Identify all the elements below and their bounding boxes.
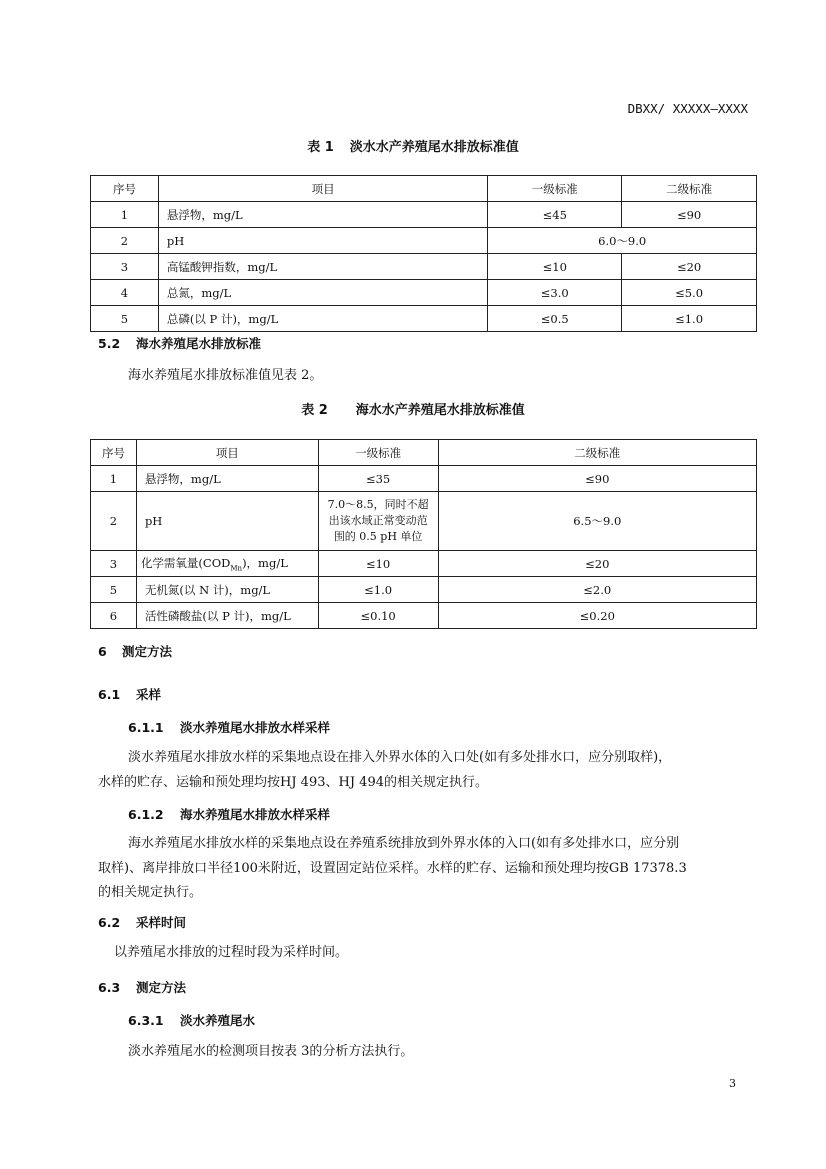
cell-level1: ≤45 [488, 202, 622, 228]
cell-item: 总磷(以 P 计)，mg/L [158, 306, 487, 332]
section-6-2-text: 以养殖尾水排放的过程时段为采样时间。 [114, 945, 349, 960]
table-row [91, 492, 757, 551]
table-row [91, 228, 757, 254]
cell-level2: ≤0.20 [438, 603, 756, 629]
cell-level1 [318, 492, 438, 551]
cell-level1: ≤1.0 [318, 577, 438, 603]
cell-level2: ≤20 [622, 254, 757, 280]
paragraph-line: 海水养殖尾水排放水样的采集地点设在养殖系统排放到外界水体的入口(如有多处排水口，应分别 [128, 836, 680, 851]
section-title: 海水养殖尾水排放标准 [136, 336, 262, 351]
cell-no: 2 [91, 492, 137, 551]
section-number: 6.1.2 [128, 807, 164, 822]
document-code: DBXX/ XXXXX—XXXX [627, 101, 748, 116]
cell-line: 围的 0.5 pH 单位 [333, 530, 423, 543]
cell-level2: ≤1.0 [622, 306, 757, 332]
section-6-1-1-body [98, 746, 758, 795]
cell-item-pre: 化学需氧量(COD [140, 555, 231, 570]
cell-item: 无机氮(以 N 计)，mg/L [136, 577, 318, 603]
cell-level2: ≤90 [622, 202, 757, 228]
section-6-2-heading [98, 913, 186, 931]
table2-caption-number: 表 2 [301, 403, 328, 418]
cell-no: 1 [91, 202, 159, 228]
section-number: 6.1 [98, 687, 121, 702]
table1-header-level2: 二级标准 [622, 176, 757, 202]
cell-item: 悬浮物，mg/L [158, 202, 487, 228]
table1-caption-text: 淡水水产养殖尾水排放标准值 [349, 140, 519, 155]
cell-level2: ≤5.0 [622, 280, 757, 306]
section-title: 淡水养殖尾水排放水样采样 [180, 720, 331, 735]
section-6-1-heading [98, 685, 161, 703]
cell-level1: ≤35 [318, 466, 438, 492]
section-title: 淡水养殖尾水 [180, 1013, 256, 1028]
section-6-1-2-heading [128, 805, 330, 823]
cell-level1: ≤0.10 [318, 603, 438, 629]
cell-no: 5 [91, 306, 159, 332]
cell-no: 4 [91, 280, 159, 306]
table-row [91, 254, 757, 280]
table1-caption-number: 表 1 [307, 140, 334, 155]
table1-header-no: 序号 [91, 176, 159, 202]
table-row [91, 202, 757, 228]
section-number: 6.3 [98, 980, 121, 995]
cell-item: 总氮，mg/L [158, 280, 487, 306]
table1-header-item: 项目 [158, 176, 487, 202]
table2-header-row [91, 440, 757, 466]
paragraph-line: 的相关规定执行。 [98, 885, 203, 900]
paragraph-line: 取样)、离岸排放口半径100米附近，设置固定站位采样。水样的贮存、运输和预处理均按GB 17378.3 [98, 860, 687, 876]
cell-item: pH [158, 228, 487, 254]
section-title: 采样 [136, 687, 162, 702]
section-title: 海水养殖尾水排放水样采样 [180, 807, 331, 822]
cell-item: 高锰酸钾指数，mg/L [158, 254, 487, 280]
section-6-3-1-text: 淡水养殖尾水的检测项目按表 3的分析方法执行。 [128, 1044, 414, 1059]
table2-header-no: 序号 [91, 440, 137, 466]
cell-item: pH [136, 492, 318, 551]
table1-header-level1: 一级标准 [488, 176, 622, 202]
cell-level1: ≤3.0 [488, 280, 622, 306]
section-6-1-1-heading [128, 718, 330, 736]
cell-merged-level: 6.0～9.0 [488, 228, 757, 254]
cell-no: 5 [91, 577, 137, 603]
table-row [91, 280, 757, 306]
cell-no: 2 [91, 228, 159, 254]
section-6-1-2-body [98, 832, 758, 906]
table1 [90, 175, 757, 332]
cell-level2: ≤2.0 [438, 577, 756, 603]
cell-line: 出该水域正常变动范 [328, 514, 428, 527]
table1-header-row [91, 176, 757, 202]
section-6-3-heading [98, 978, 186, 996]
table-row [91, 466, 757, 492]
cell-level2: ≤20 [438, 551, 756, 577]
table2-header-item: 项目 [136, 440, 318, 466]
cell-no: 1 [91, 466, 137, 492]
cell-item: 活性磷酸盐(以 P 计)，mg/L [136, 603, 318, 629]
section-number: 6 [98, 644, 107, 659]
page-number: 3 [729, 1077, 736, 1090]
cell-level2: 6.5～9.0 [438, 492, 756, 551]
cell-level2: ≤90 [438, 466, 756, 492]
section-6-3-1-heading [128, 1011, 255, 1029]
cell-no: 3 [91, 551, 137, 577]
section-6-heading [98, 642, 172, 660]
section-title: 采样时间 [136, 915, 187, 930]
cell-item [136, 551, 318, 577]
cell-level1: ≤0.5 [488, 306, 622, 332]
table1-caption [0, 136, 826, 155]
table2-caption [0, 399, 826, 418]
table2 [90, 439, 757, 629]
cell-item-post: )，mg/L [242, 555, 288, 570]
section-5-2-text: 海水养殖尾水排放标准值见表 2。 [128, 368, 323, 383]
section-5-2-heading [98, 334, 261, 352]
cell-no: 3 [91, 254, 159, 280]
table2-caption-text: 海水水产养殖尾水排放标准值 [355, 403, 525, 418]
cell-item: 悬浮物，mg/L [136, 466, 318, 492]
section-title: 测定方法 [122, 644, 173, 659]
cell-level1: ≤10 [488, 254, 622, 280]
cell-item-subscript: Mn [230, 564, 243, 573]
section-number: 6.3.1 [128, 1013, 164, 1028]
table2-header-level1: 一级标准 [318, 440, 438, 466]
paragraph-line: 水样的贮存、运输和预处理均按HJ 493、HJ 494的相关规定执行。 [98, 774, 488, 790]
table-row [91, 577, 757, 603]
section-title: 测定方法 [136, 980, 187, 995]
cell-no: 6 [91, 603, 137, 629]
table2-header-level2: 二级标准 [438, 440, 756, 466]
cell-line: 7.0～8.5，同时不超 [327, 498, 429, 511]
paragraph-line: 淡水养殖尾水排放水样的采集地点设在排入外界水体的入口处(如有多处排水口，应分别取样)， [128, 750, 672, 765]
cell-level1: ≤10 [318, 551, 438, 577]
table-row [91, 306, 757, 332]
section-number: 6.1.1 [128, 720, 164, 735]
section-number: 6.2 [98, 915, 121, 930]
table-row [91, 603, 757, 629]
table-row [91, 551, 757, 577]
section-number: 5.2 [98, 336, 121, 351]
